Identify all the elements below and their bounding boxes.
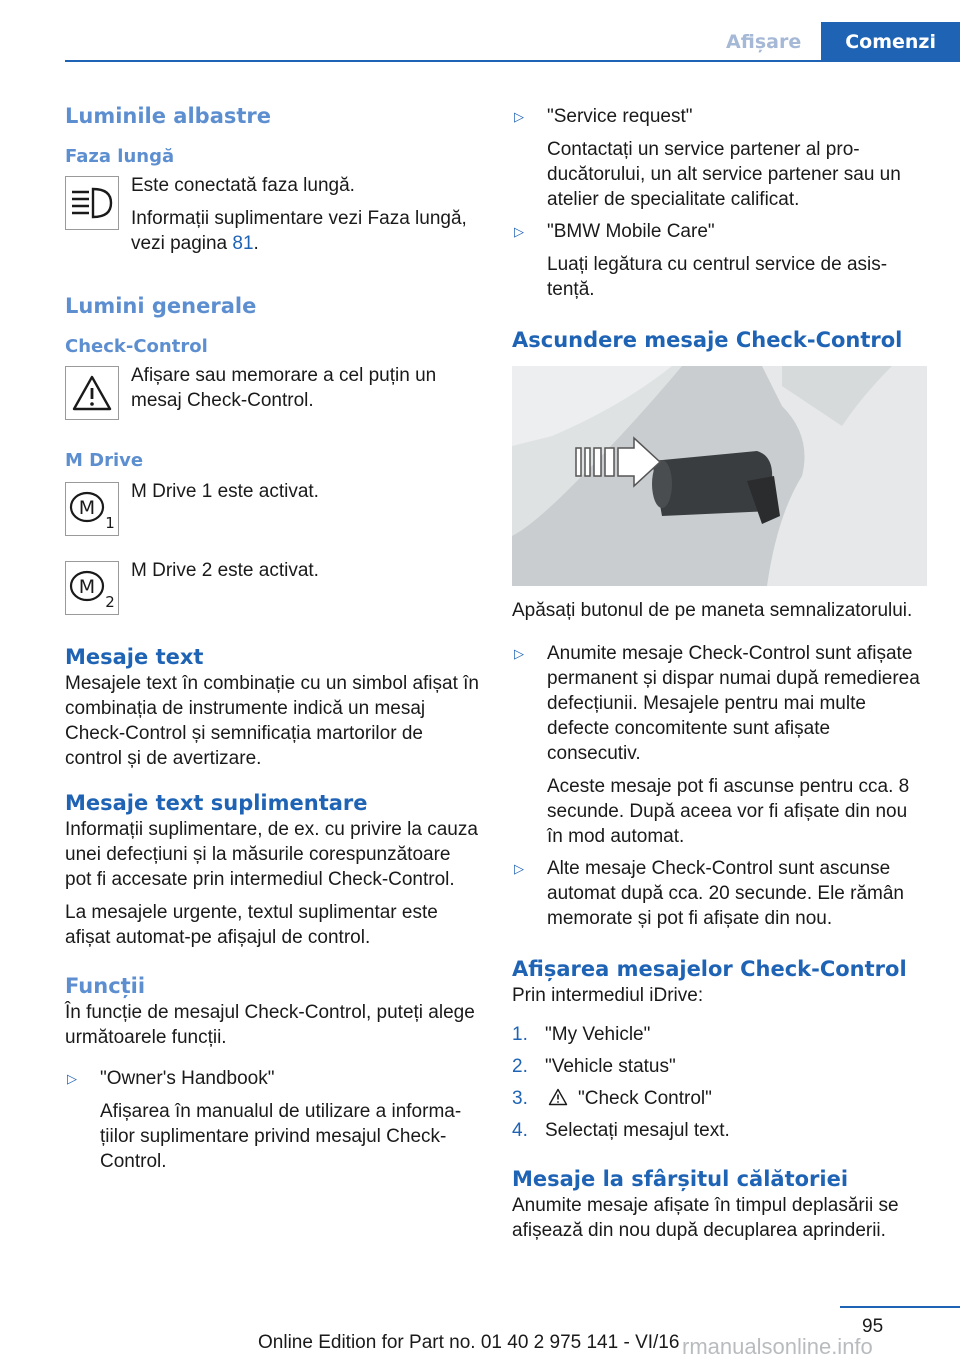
check-control-text: Afișare sau memorare a cel puțin un mesaj Check-Control. [131,365,437,411]
m-drive-2-text: M Drive 2 este activat. [131,560,319,581]
edition-footer: Online Edition for Part no. 01 40 2 975 141 - VI/16 [258,1332,680,1353]
high-beam-info-suffix: . [253,233,259,254]
text-messages-heading: Mesaje text [65,645,204,669]
bullet-triangle-icon: ▷ [514,646,524,661]
supplementary-paragraph-1: Informații suplimentare, de ex. cu privire la cauza unei defecțiuni și la măsurile corespunzătoare pot fi accesate prin intermediul Check-Control. [65,819,478,890]
list-item [512,1086,927,1111]
menu-item-vehicle-status[interactable]: "Vehicle status" [545,1056,676,1077]
blue-lights-heading: Luminile albastre [65,104,272,128]
supplementary-heading: Mesaje text suplimentare [65,791,368,815]
page-81-link[interactable]: 81 [232,233,254,254]
functions-heading: Funcții [65,974,146,998]
end-of-trip-heading: Mesaje la sfârșitul călătoriei [512,1167,849,1191]
menu-item-my-vehicle[interactable]: "My Vehicle" [545,1024,651,1045]
high-beam-info-text: Informații suplimentare vezi Faza lungă, vezi pagina [131,208,467,254]
hide-messages-heading: Ascundere mesaje Check-Control [512,328,903,352]
step-number: 4. [512,1120,528,1141]
header-rule [65,60,960,62]
m-drive-1-text: M Drive 1 este activat. [131,481,319,502]
chapter-tabs [706,22,960,62]
list-item [512,219,927,302]
m-letter-1: M [78,497,96,519]
bullet-triangle-icon: ▷ [514,861,524,876]
high-beam-icon [65,176,119,230]
permanent-messages-text: Anumite mesaje Check-Control sunt afișate permanent și dispar numai după remedierea defecțiunii. Mesajele pentru mai multe defecte concomitente sunt afișate consecutiv. [547,643,920,764]
text-messages-paragraph: Mesajele text în combinație cu un simbol afișat în combinația de instrumente indică un mesaj Check-Control și semnificația martorilor de control și de avertizare. [65,673,479,769]
list-item [512,1022,927,1047]
check-control-entry [65,363,480,420]
list-item [512,104,927,212]
high-beam-on-text: Este conectată faza lungă. [131,175,355,196]
tab-comenzi[interactable]: Comenzi [821,22,960,62]
step-number: 3. [512,1088,528,1109]
check-control-step-label: "Check Control" [578,1088,712,1109]
idrive-steps [512,1022,927,1143]
watermark: rmanualsonline.info [682,1334,873,1359]
list-item [65,1066,480,1174]
m-letter-2: M [78,576,96,598]
m-drive-2-number: 2 [105,593,115,611]
warning-triangle-icon [65,366,119,420]
page-number: 95 [862,1316,884,1337]
general-lights-heading: Lumini generale [65,294,257,318]
mobile-care-description: Luați legătura cu centrul service de asistență. [547,254,888,300]
left-column [65,100,480,1174]
owners-handbook-description: Afișarea în manualul de utilizare a informațiilor suplimentare privind mesajul Check-Control. [100,1101,462,1172]
m-drive-2-entry [65,558,480,615]
high-beam-info [131,206,480,256]
m-drive-1-number: 1 [105,514,115,532]
end-of-trip-paragraph: Anumite mesaje afișate în timpul deplasării se afișează din nou după decuplarea aprinderii. [512,1195,899,1241]
footer-rule [840,1306,960,1308]
turn-signal-lever-photo [512,366,927,586]
press-button-paragraph: Apăsați butonul de pe maneta semnalizatorului. [512,600,913,621]
supplementary-paragraph-2: La mesajele urgente, textul suplimentar este afișat automat-pe afișajul de control. [65,902,438,948]
list-item [512,641,927,849]
service-request-description: Contactați un service partener al producătorului, un alt service partener sau un atelier de specialitate calificat. [547,139,901,210]
list-item [512,1054,927,1079]
high-beam-entry [65,173,480,256]
step-number: 1. [512,1024,528,1045]
owners-handbook-option[interactable]: "Owner's Handbook" [100,1068,275,1089]
check-control-heading: Check-Control [65,336,208,357]
mobile-care-option[interactable]: "BMW Mobile Care" [547,221,715,242]
list-item [512,856,927,931]
select-message-step: Selectați mesajul text. [545,1120,730,1141]
m-drive-1-icon [65,482,119,536]
hide-duration-text: Aceste mesaje pot fi ascunse pentru cca. 8 secunde. După aceea vor fi afișate din nou în mod automat. [547,776,910,847]
display-messages-heading: Afișarea mesajelor Check-Control [512,957,907,981]
warning-triangle-icon [548,1088,568,1106]
functions-paragraph: În funcție de mesajul Check-Control, puteți alege următoarele funcții. [65,1002,475,1048]
tab-afisare[interactable]: Afișare [726,31,802,53]
list-item [512,1118,927,1143]
auto-hide-text: Alte mesaje Check-Control sunt ascunse automat după cca. 20 secunde. Ele rămân memorate și pot fi afișate din nou. [547,858,905,929]
high-beam-heading: Faza lungă [65,146,175,167]
right-column [512,100,927,1243]
bullet-triangle-icon: ▷ [67,1071,77,1086]
m-drive-2-icon [65,561,119,615]
step-number: 2. [512,1056,528,1077]
bullet-triangle-icon: ▷ [514,109,524,124]
menu-item-check-control[interactable] [545,1086,712,1111]
via-idrive-text: Prin intermediul iDrive: [512,985,704,1006]
m-drive-1-entry [65,479,480,536]
bullet-triangle-icon: ▷ [514,224,524,239]
m-drive-heading: M Drive [65,450,144,471]
service-request-option[interactable]: "Service request" [547,106,693,127]
